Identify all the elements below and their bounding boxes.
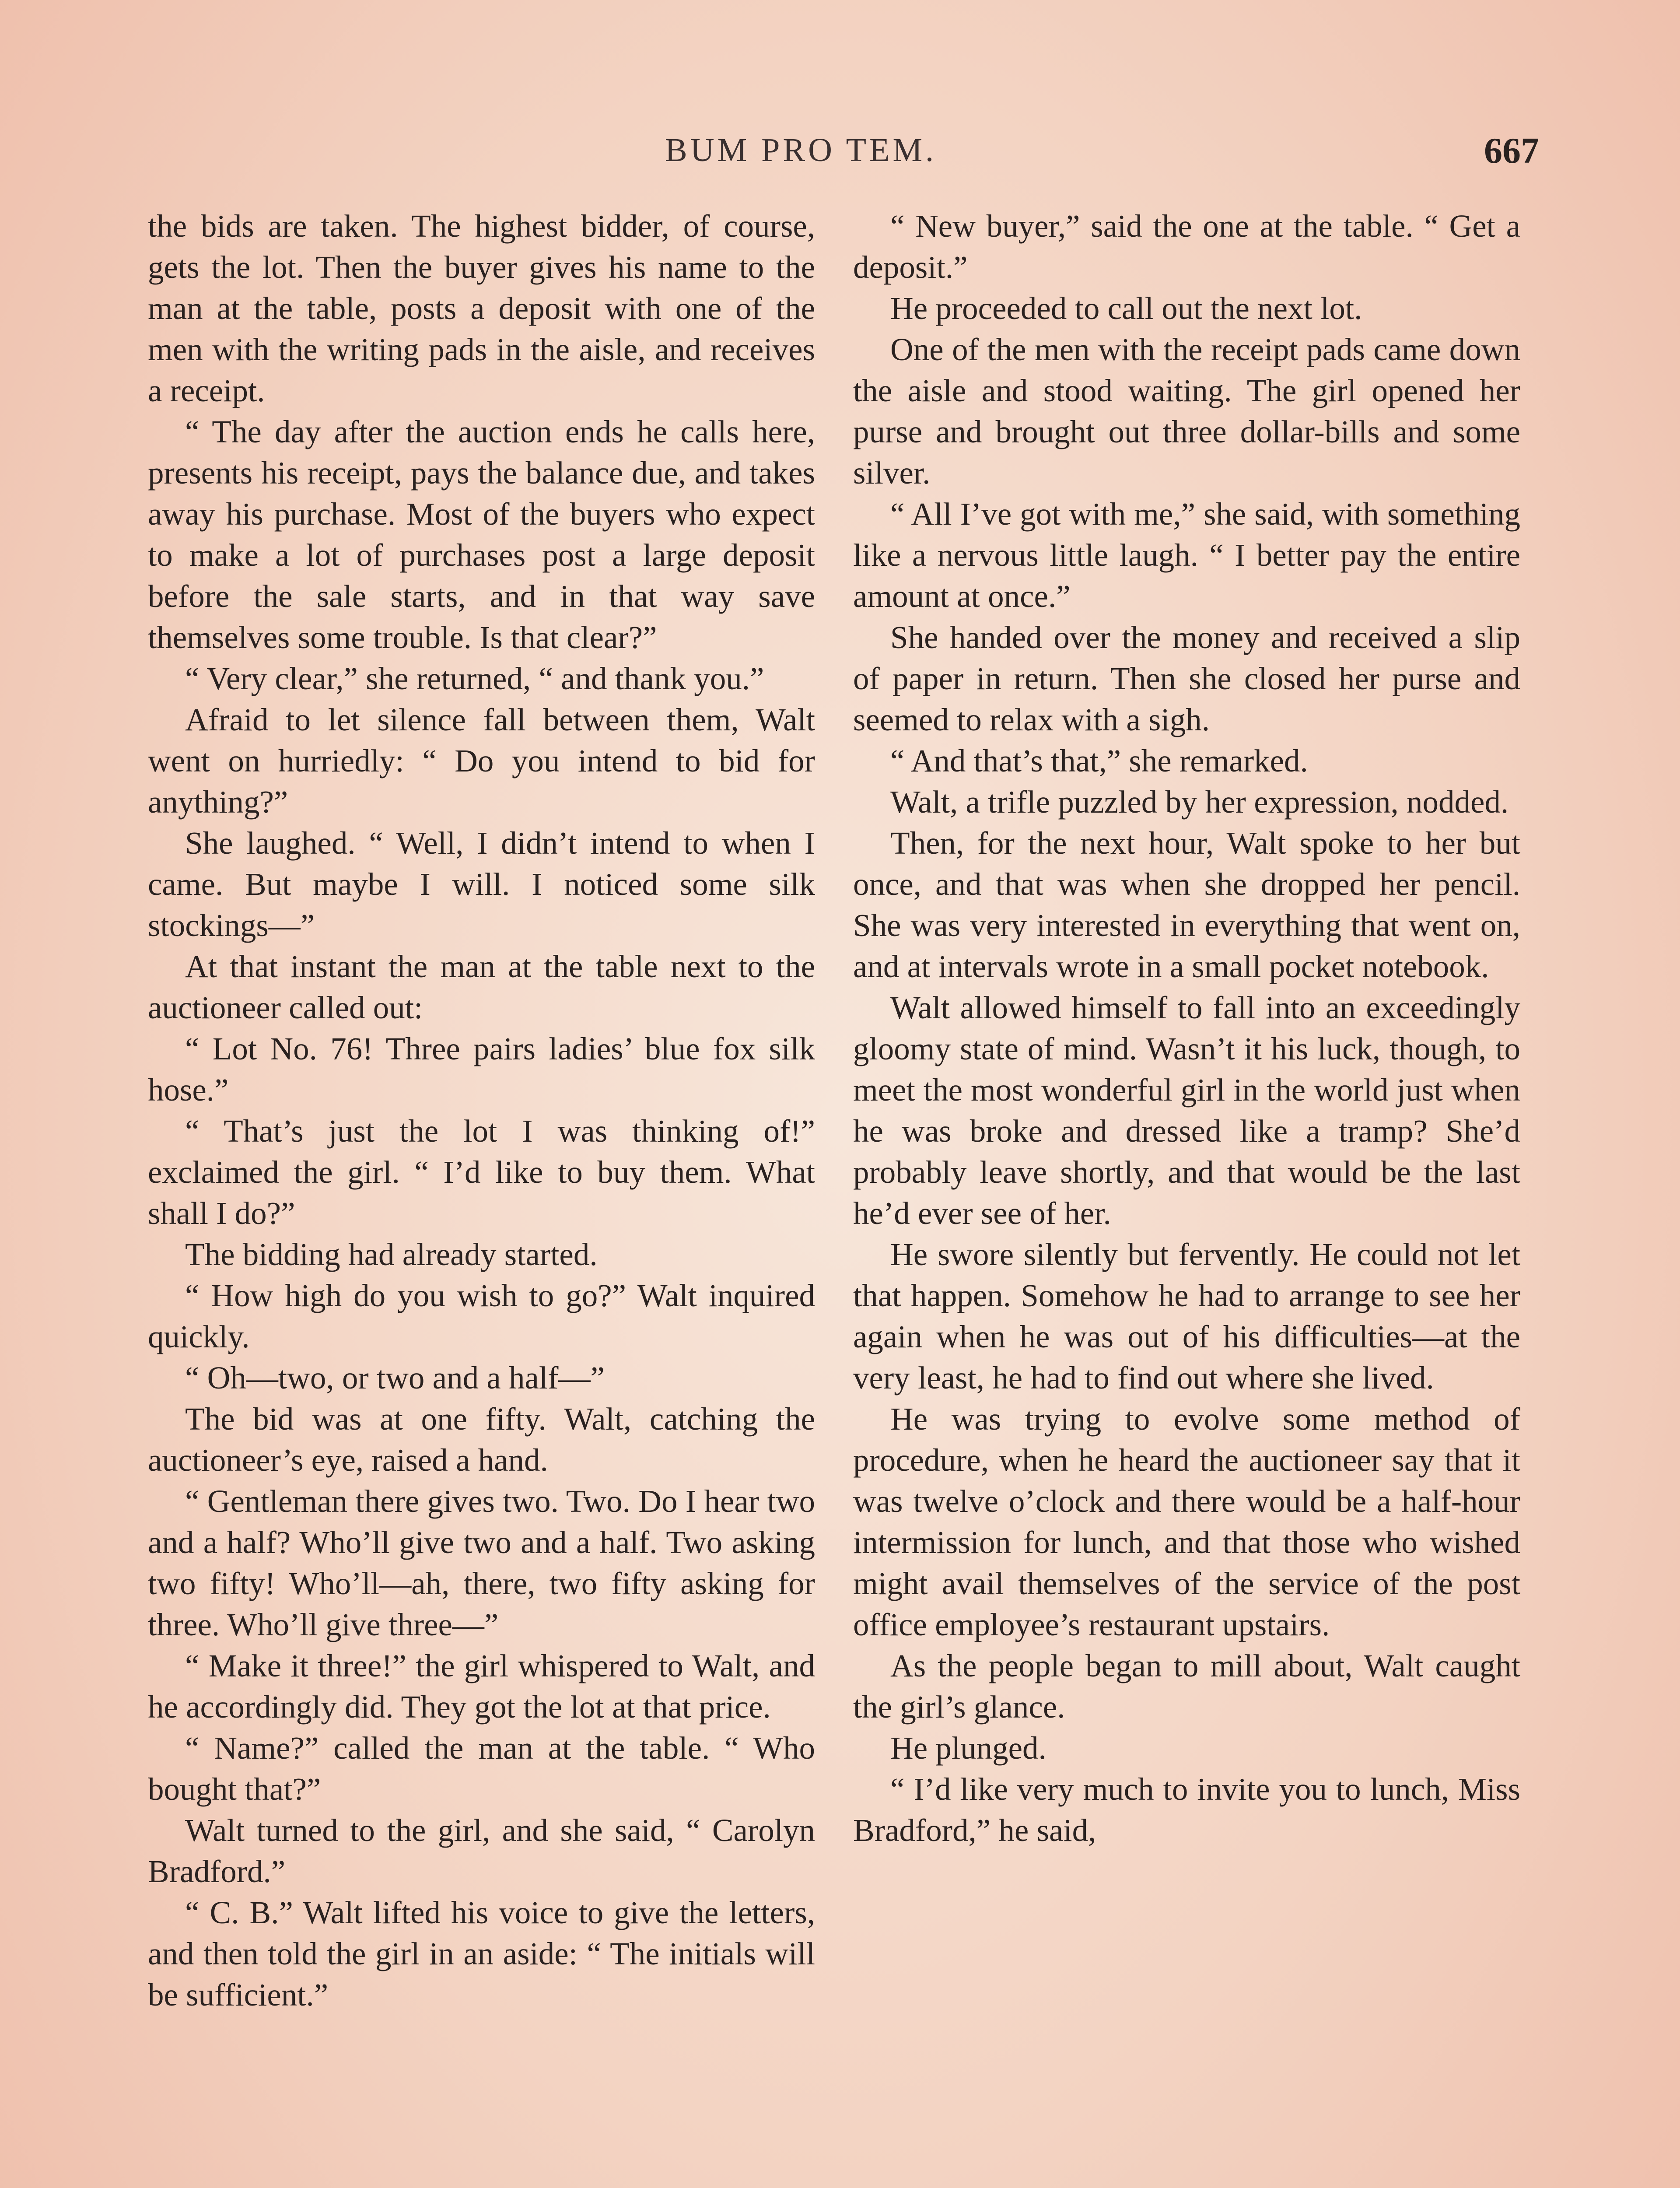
paragraph: She handed over the money and received a slip of paper in return. Then she closed her purse and seemed to relax with a sigh. [853, 620, 1520, 737]
paragraph: The bidding had already started. [185, 1237, 598, 1272]
paragraph: “ How high do you wish to go?” Walt inquired quickly. [148, 1278, 815, 1354]
paragraph: “ C. B.” Walt lifted his voice to give the letters, and then told the girl in an aside: “ The initials will be sufficient.” [148, 1895, 815, 2013]
paragraph: As the people began to mill about, Walt caught the girl’s glance. [853, 1648, 1520, 1725]
paragraph: Walt turned to the girl, and she said, “ Carolyn Bradford.” [148, 1813, 815, 1889]
right-column [853, 206, 1520, 1851]
paragraph: “ And that’s that,” she remarked. [890, 743, 1308, 778]
paragraph: “ All I’ve got with me,” she said, with something like a nervous little laugh. “ I better pay the entire amount at once.” [853, 496, 1520, 614]
paragraph: One of the men with the receipt pads came down the aisle and stood waiting. The girl opened her purse and brought out three dollar-bills and some silver. [853, 332, 1520, 491]
paragraph: The bid was at one fifty. Walt, catching the auctioneer’s eye, raised a hand. [148, 1401, 815, 1478]
paragraph: “ Very clear,” she returned, “ and thank you.” [185, 661, 764, 696]
paragraph: “ Lot No. 76! Three pairs ladies’ blue fox silk hose.” [148, 1031, 815, 1108]
paragraph: “ The day after the auction ends he calls here, presents his receipt, pays the balance due, and takes away his purchase. Most of the buyers who expect to make a lot of purchases post a large deposit before the sale starts, and in that way save themselves some trouble. Is that clear?” [148, 414, 815, 655]
page-number: 667 [1484, 130, 1539, 171]
paragraph: “ I’d like very much to invite you to lunch, Miss Bradford,” he said, [853, 1771, 1520, 1848]
paragraph: At that instant the man at the table next to the auctioneer called out: [148, 949, 815, 1025]
paragraph: “ Name?” called the man at the table. “ Who bought that?” [148, 1730, 815, 1807]
paragraph: Then, for the next hour, Walt spoke to her but once, and that was when she dropped her pencil. She was very interested in everything that went on, and at intervals wrote in a small pocket notebook. [853, 825, 1520, 984]
paragraph: “ That’s just the lot I was thinking of!” exclaimed the girl. “ I’d like to buy them. What shall I do?” [148, 1113, 815, 1231]
paragraph: He swore silently but fervently. He could not let that happen. Somehow he had to arrange to see her again when he was out of his difficulties—at the very least, he had to find out where she lived. [853, 1237, 1520, 1396]
left-column [148, 206, 815, 2016]
running-title: BUM PRO TEM. [665, 132, 937, 168]
paragraph: She laughed. “ Well, I didn’t intend to when I came. But maybe I will. I noticed some silk stockings—” [148, 825, 815, 943]
paragraph: Walt, a trifle puzzled by her expression, nodded. [890, 784, 1509, 820]
paragraph: He was trying to evolve some method of procedure, when he heard the auctioneer say that it was twelve o’clock and there would be a half-hour intermission for lunch, and that those who wished might avail themselves of the service of the post office employee’s restaurant upstairs. [853, 1401, 1520, 1642]
paragraph: Walt allowed himself to fall into an exceedingly gloomy state of mind. Wasn’t it his luck, though, to meet the most wonderful girl in the world just when he was broke and dressed like a tramp? She’d probably leave shortly, and that would be the last he’d ever see of her. [853, 990, 1520, 1231]
paragraph: “ Make it three!” the girl whispered to Walt, and he accordingly did. They got the lot at that price. [148, 1648, 815, 1725]
paragraph: He plunged. [890, 1730, 1046, 1766]
paragraph: “ New buyer,” said the one at the table. “ Get a deposit.” [853, 208, 1520, 285]
paragraph: the bids are taken. The highest bidder, of course, gets the lot. Then the buyer gives his name to the man at the table, posts a deposit with one of the men with the writing pads in the aisle, and receives a receipt. [148, 208, 815, 408]
paragraph: “ Oh—two, or two and a half—” [185, 1360, 605, 1396]
paragraph: He proceeded to call out the next lot. [890, 291, 1362, 326]
paragraph: Afraid to let silence fall between them, Walt went on hurriedly: “ Do you intend to bid for anything?” [148, 702, 815, 820]
paragraph: “ Gentleman there gives two. Two. Do I hear two and a half? Who’ll give two and a half. Two asking two fifty! Who’ll—ah, there, two fifty asking for three. Who’ll give three—” [148, 1483, 815, 1642]
